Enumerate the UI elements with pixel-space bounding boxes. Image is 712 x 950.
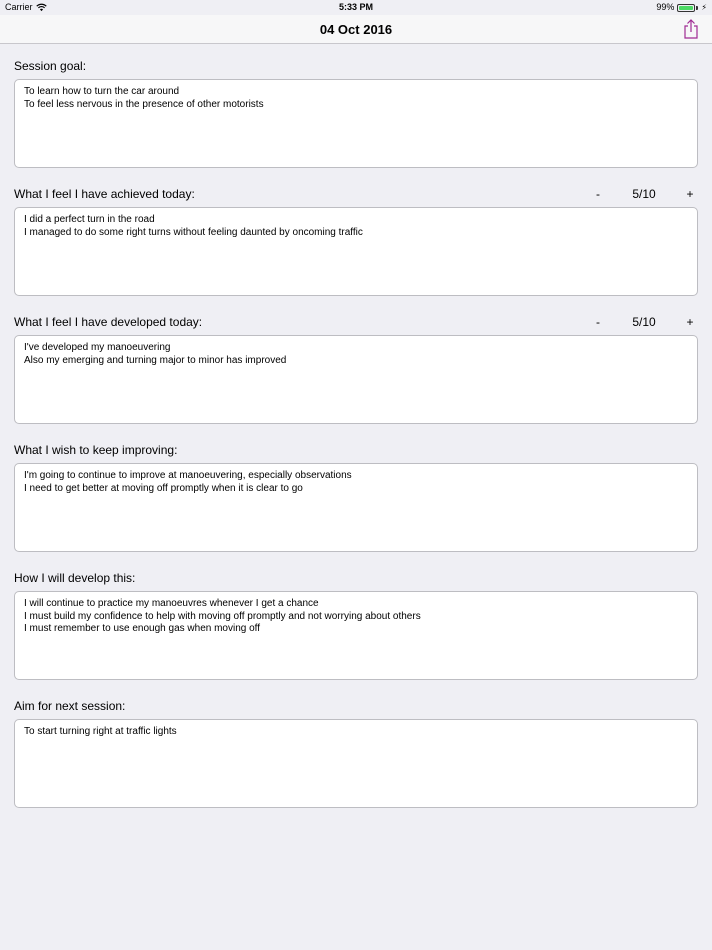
share-button[interactable] (680, 18, 702, 40)
rating-increment-button[interactable]: + (686, 315, 694, 329)
section-label: What I feel I have achieved today: (14, 187, 195, 201)
keep-improving-textarea[interactable]: I'm going to continue to improve at manoeuvering, especially observations I need to get better at moving off promptly when it is clear to go (14, 463, 698, 552)
next-session-aim-textarea[interactable]: To start turning right at traffic lights (14, 719, 698, 808)
section-header (14, 698, 698, 714)
section-how-develop (14, 570, 698, 680)
section-label: What I wish to keep improving: (14, 443, 178, 457)
rating-increment-button[interactable]: + (686, 187, 694, 201)
section-header (14, 186, 698, 202)
how-develop-textarea[interactable]: I will continue to practice my manoeuvres whenever I get a chance I must build my confidence to help with moving off promptly and not worrying about others I must remember to use enough gas when moving off (14, 591, 698, 680)
section-header (14, 442, 698, 458)
section-label: Session goal: (14, 59, 87, 73)
developed-today-textarea[interactable]: I've developed my manoeuvering Also my emerging and turning major to minor has improved (14, 335, 698, 424)
status-time: 5:33 PM (338, 2, 373, 12)
status-bar (0, 0, 712, 15)
carrier-label: Carrier (5, 2, 33, 12)
battery-tip (696, 6, 698, 10)
session-goal-textarea[interactable]: To learn how to turn the car around To feel less nervous in the presence of other motorists (14, 79, 698, 168)
section-next-session-aim (14, 698, 698, 808)
page-title: 04 Oct 2016 (319, 22, 393, 37)
developed-rating-stepper (590, 314, 698, 330)
section-header (14, 570, 698, 586)
status-right (656, 0, 707, 15)
rating-decrement-button[interactable]: - (596, 315, 600, 329)
reflection-form (14, 58, 698, 826)
battery-icon (677, 4, 695, 12)
section-label: What I feel I have developed today: (14, 315, 203, 329)
section-label: Aim for next session: (14, 699, 126, 713)
achieved-today-textarea[interactable]: I did a perfect turn in the road I managed to do some right turns without feeling daunted by oncoming traffic (14, 207, 698, 296)
rating-decrement-button[interactable]: - (596, 187, 600, 201)
section-header (14, 58, 698, 74)
navigation-bar (0, 15, 712, 44)
achieved-rating-stepper (590, 186, 698, 202)
rating-value: 5/10 (632, 187, 656, 201)
section-header (14, 314, 698, 330)
section-achieved-today (14, 186, 698, 296)
rating-value: 5/10 (632, 315, 656, 329)
battery-fill (679, 6, 693, 10)
charging-bolt-icon: ⚡ (701, 3, 707, 12)
section-label: How I will develop this: (14, 571, 136, 585)
section-keep-improving (14, 442, 698, 552)
section-session-goal (14, 58, 698, 168)
share-icon (683, 19, 699, 39)
battery-percent: 99% (656, 2, 675, 12)
section-developed-today (14, 314, 698, 424)
